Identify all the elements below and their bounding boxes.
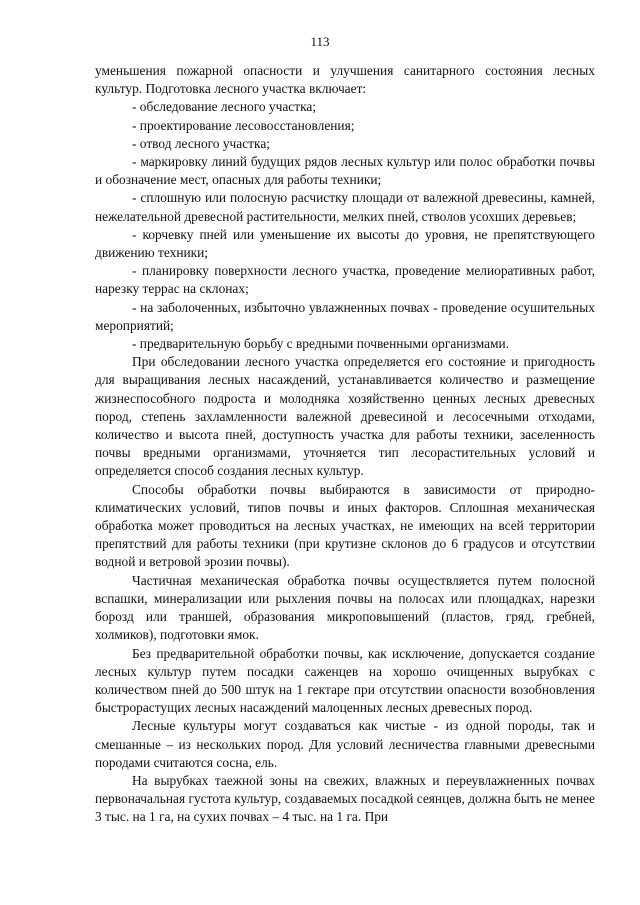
paragraph-density: На вырубках таежной зоны на свежих, влажных и переувлажненных почвах первоначальная густота культур, создаваемых посадкой сеянцев, должна быть не менее 3 тыс. на 1 га, на сухих почвах – 4 тыс. на 1 га. При (95, 772, 595, 825)
list-item-pest-control: - предварительную борьбу с вредными почвенными организмами. (132, 336, 510, 352)
list-item-marking: - маркировку линий будущих рядов лесных культур или полос обработки почвы и обозначение мест, опасных для работы техники; (95, 154, 595, 188)
page-number: 113 (310, 34, 330, 49)
list-item-allotment: - отвод лесного участка; (132, 135, 270, 151)
paragraph-soil-methods: Способы обработки почвы выбираются в зависимости от природно-климатических условий, типов почвы и иных факторов. Сплошная механическая обработка может проводиться на лесных участках, не имеющих на всей территории препятствий для работы техники (при крутизне склонов до 6 градусов и отсутствии водной и ветровой эрозии почвы). (95, 481, 595, 570)
list-item-clearing: - сплошную или полосную расчистку площади от валежной древесины, камней, нежелательной древесной растительности, мелких пней, стволов усохших деревьев; (95, 190, 595, 224)
paragraph-survey: При обследовании лесного участка определяется его состояние и пригодность для выращивания лесных насаждений, устанавливается количество и размещение жизнеспособного подроста и молодняка хозяйственно ценных лесных древесных пород, степень захламленности валежной древесиной и лесосечными отходами, количество и высота пней, доступность участка для работы техники, заселенность почвы вредными организмами, уточняется тип лесорастительных условий и определяется способ создания лесных культур. (95, 354, 595, 479)
list-item-drainage: - на заболоченных, избыточно увлажненных почвах - проведение осушительных мероприятий; (95, 299, 595, 333)
list-item-design: - проектирование лесовосстановления; (132, 117, 355, 133)
page-body (95, 62, 595, 827)
list-item-leveling: - планировку поверхности лесного участка, проведение мелиоративных работ, нарезку террас на склонах; (95, 263, 595, 297)
paragraph-intro: уменьшения пожарной опасности и улучшения санитарного состояния лесных культур. Подготовка лесного участка включает: (95, 63, 595, 97)
paragraph-no-treatment: Без предварительной обработки почвы, как исключение, допускается создание лесных культур путем посадки саженцев на хорошо очищенных вырубках с количеством пней до 500 штук на 1 гектаре при отсутствии опасности возобновления быстрорастущих лесных насаждений малоценных лесных древесных пород. (95, 645, 595, 716)
paragraph-culture-types: Лесные культуры могут создаваться как чистые - из одной породы, так и смешанные – из нескольких пород. Для условий лесничества главными древесными породами считаются сосна, ель. (95, 718, 595, 770)
paragraph-partial-treatment: Частичная механическая обработка почвы осуществляется путем полосной вспашки, минерализации или рыхления почвы на полосах или площадках, нарезки борозд или траншей, образования микроповышений (пластов, гряд, гребней, холмиков), подготовки ямок. (95, 572, 595, 643)
list-item-survey: - обследование лесного участка; (132, 99, 317, 115)
list-item-uprooting: - корчевку пней или уменьшение их высоты до уровня, не препятствующего движению техники; (95, 226, 595, 261)
